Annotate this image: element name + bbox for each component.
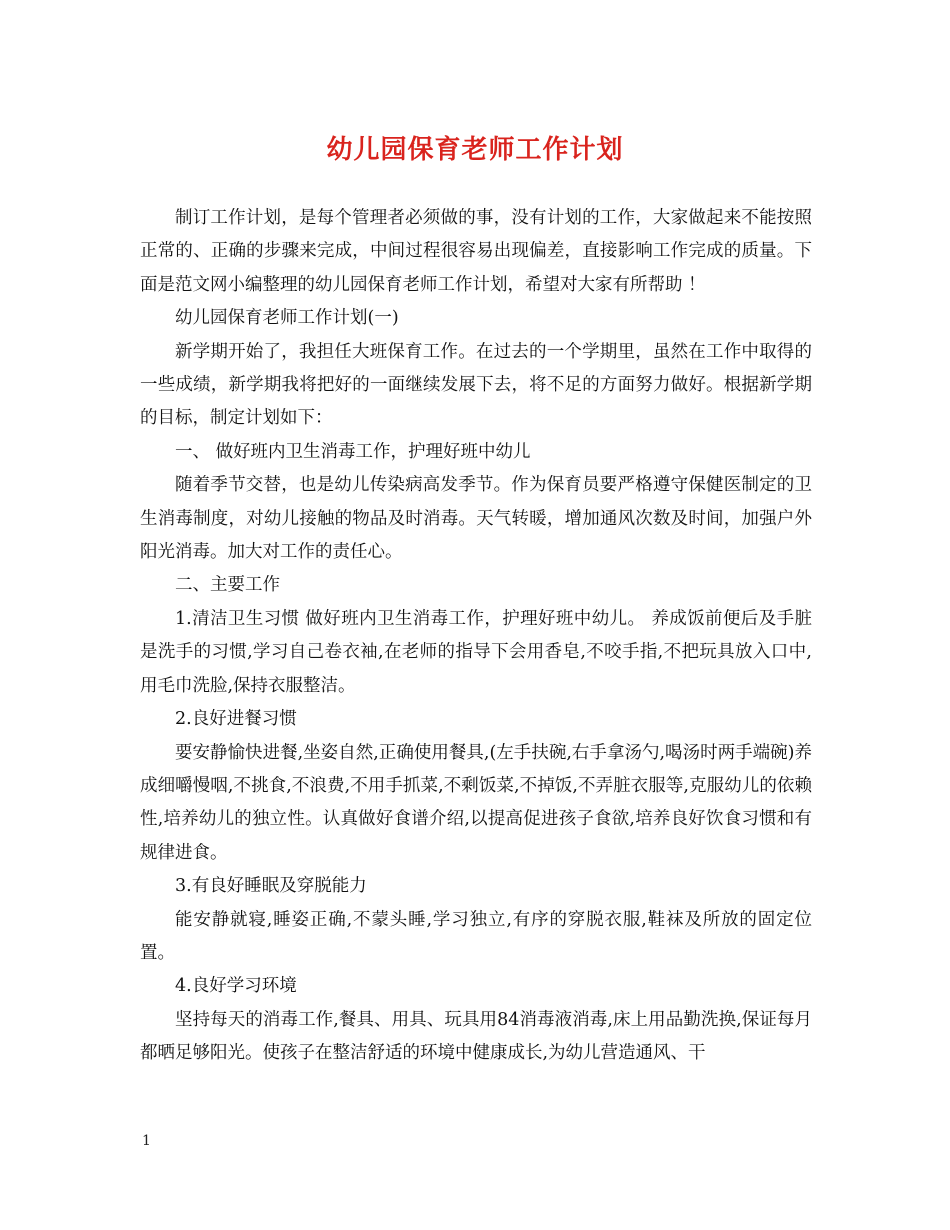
paragraph-section-two-heading: 二、主要工作 bbox=[175, 575, 280, 596]
paragraph-item-four-heading: 4.良好学习环境 bbox=[175, 976, 297, 997]
paragraph-item-three-heading: 3.有良好睡眠及穿脱能力 bbox=[175, 876, 367, 897]
paragraph-item-four-body: 坚持每天的消毒工作,餐具、用具、玩具用84消毒液消毒,床上用品勤洗换,保证每月都晒足够阳光。使孩子在整洁舒适的环境中健康成长,为幼儿营造通风、干 bbox=[140, 1009, 812, 1064]
paragraph-intro: 制订工作计划，是每个管理者必须做的事，没有计划的工作，大家做起来不能按照正常的、正确的步骤来完成，中间过程很容易出现偏差，直接影响工作完成的质量。下面是范文网小编整理的幼儿园保育老师工作计划，希望对大家有所帮助 ！ bbox=[140, 208, 812, 295]
paragraph-plan-heading: 幼儿园保育老师工作计划(一) bbox=[175, 308, 399, 329]
paragraph-item-one: 1.清洁卫生习惯 做好班内卫生消毒工作，护理好班中幼儿。 养成饭前便后及手脏是洗手的习惯,学习自己卷衣袖,在老师的指导下会用香皂,不咬手指,不把玩具放入口中,用毛巾洗脸,保持衣服整洁。 bbox=[140, 608, 812, 696]
paragraph-item-two-body: 要安静愉快进餐,坐姿自然,正确使用餐具,(左手扶碗,右手拿汤勺,喝汤时两手端碗)养成细嚼慢咽,不挑食,不浪费,不用手抓菜,不剩饭菜,不掉饭,不弄脏衣服等,克服幼儿的依赖性,培养幼儿的独立性。认真做好食谱介绍,以提高促进孩子食欲,培养良好饮食习惯和有规律进食。 bbox=[140, 742, 812, 863]
document-title: 幼儿园保育老师工作计划 bbox=[326, 135, 624, 165]
paragraph-new-semester: 新学期开始了，我担任大班保育工作。在过去的一个学期里，虽然在工作中取得的一些成绩，新学期我将把好的一面继续发展下去，将不足的方面努力做好。根据新学期的目标，制定计划如下： bbox=[140, 341, 812, 429]
page-number: 1 bbox=[142, 1133, 151, 1149]
paragraph-item-three-body: 能安静就寝,睡姿正确,不蒙头睡,学习独立,有序的穿脱衣服,鞋袜及所放的固定位置。 bbox=[140, 909, 812, 963]
paragraph-section-one-body: 随着季节交替，也是幼儿传染病高发季节。作为保育员要严格遵守保健医制定的卫生消毒制度，对幼儿接触的物品及时消毒。天气转暖，增加通风次数及时间，加强户外阳光消毒。加大对工作的责任心。 bbox=[140, 475, 812, 563]
document-body bbox=[140, 202, 812, 1071]
paragraph-section-one-heading: 一、 做好班内卫生消毒工作，护理好班中幼儿 bbox=[175, 441, 531, 462]
paragraph-item-two-heading: 2.良好进餐习惯 bbox=[175, 709, 297, 730]
